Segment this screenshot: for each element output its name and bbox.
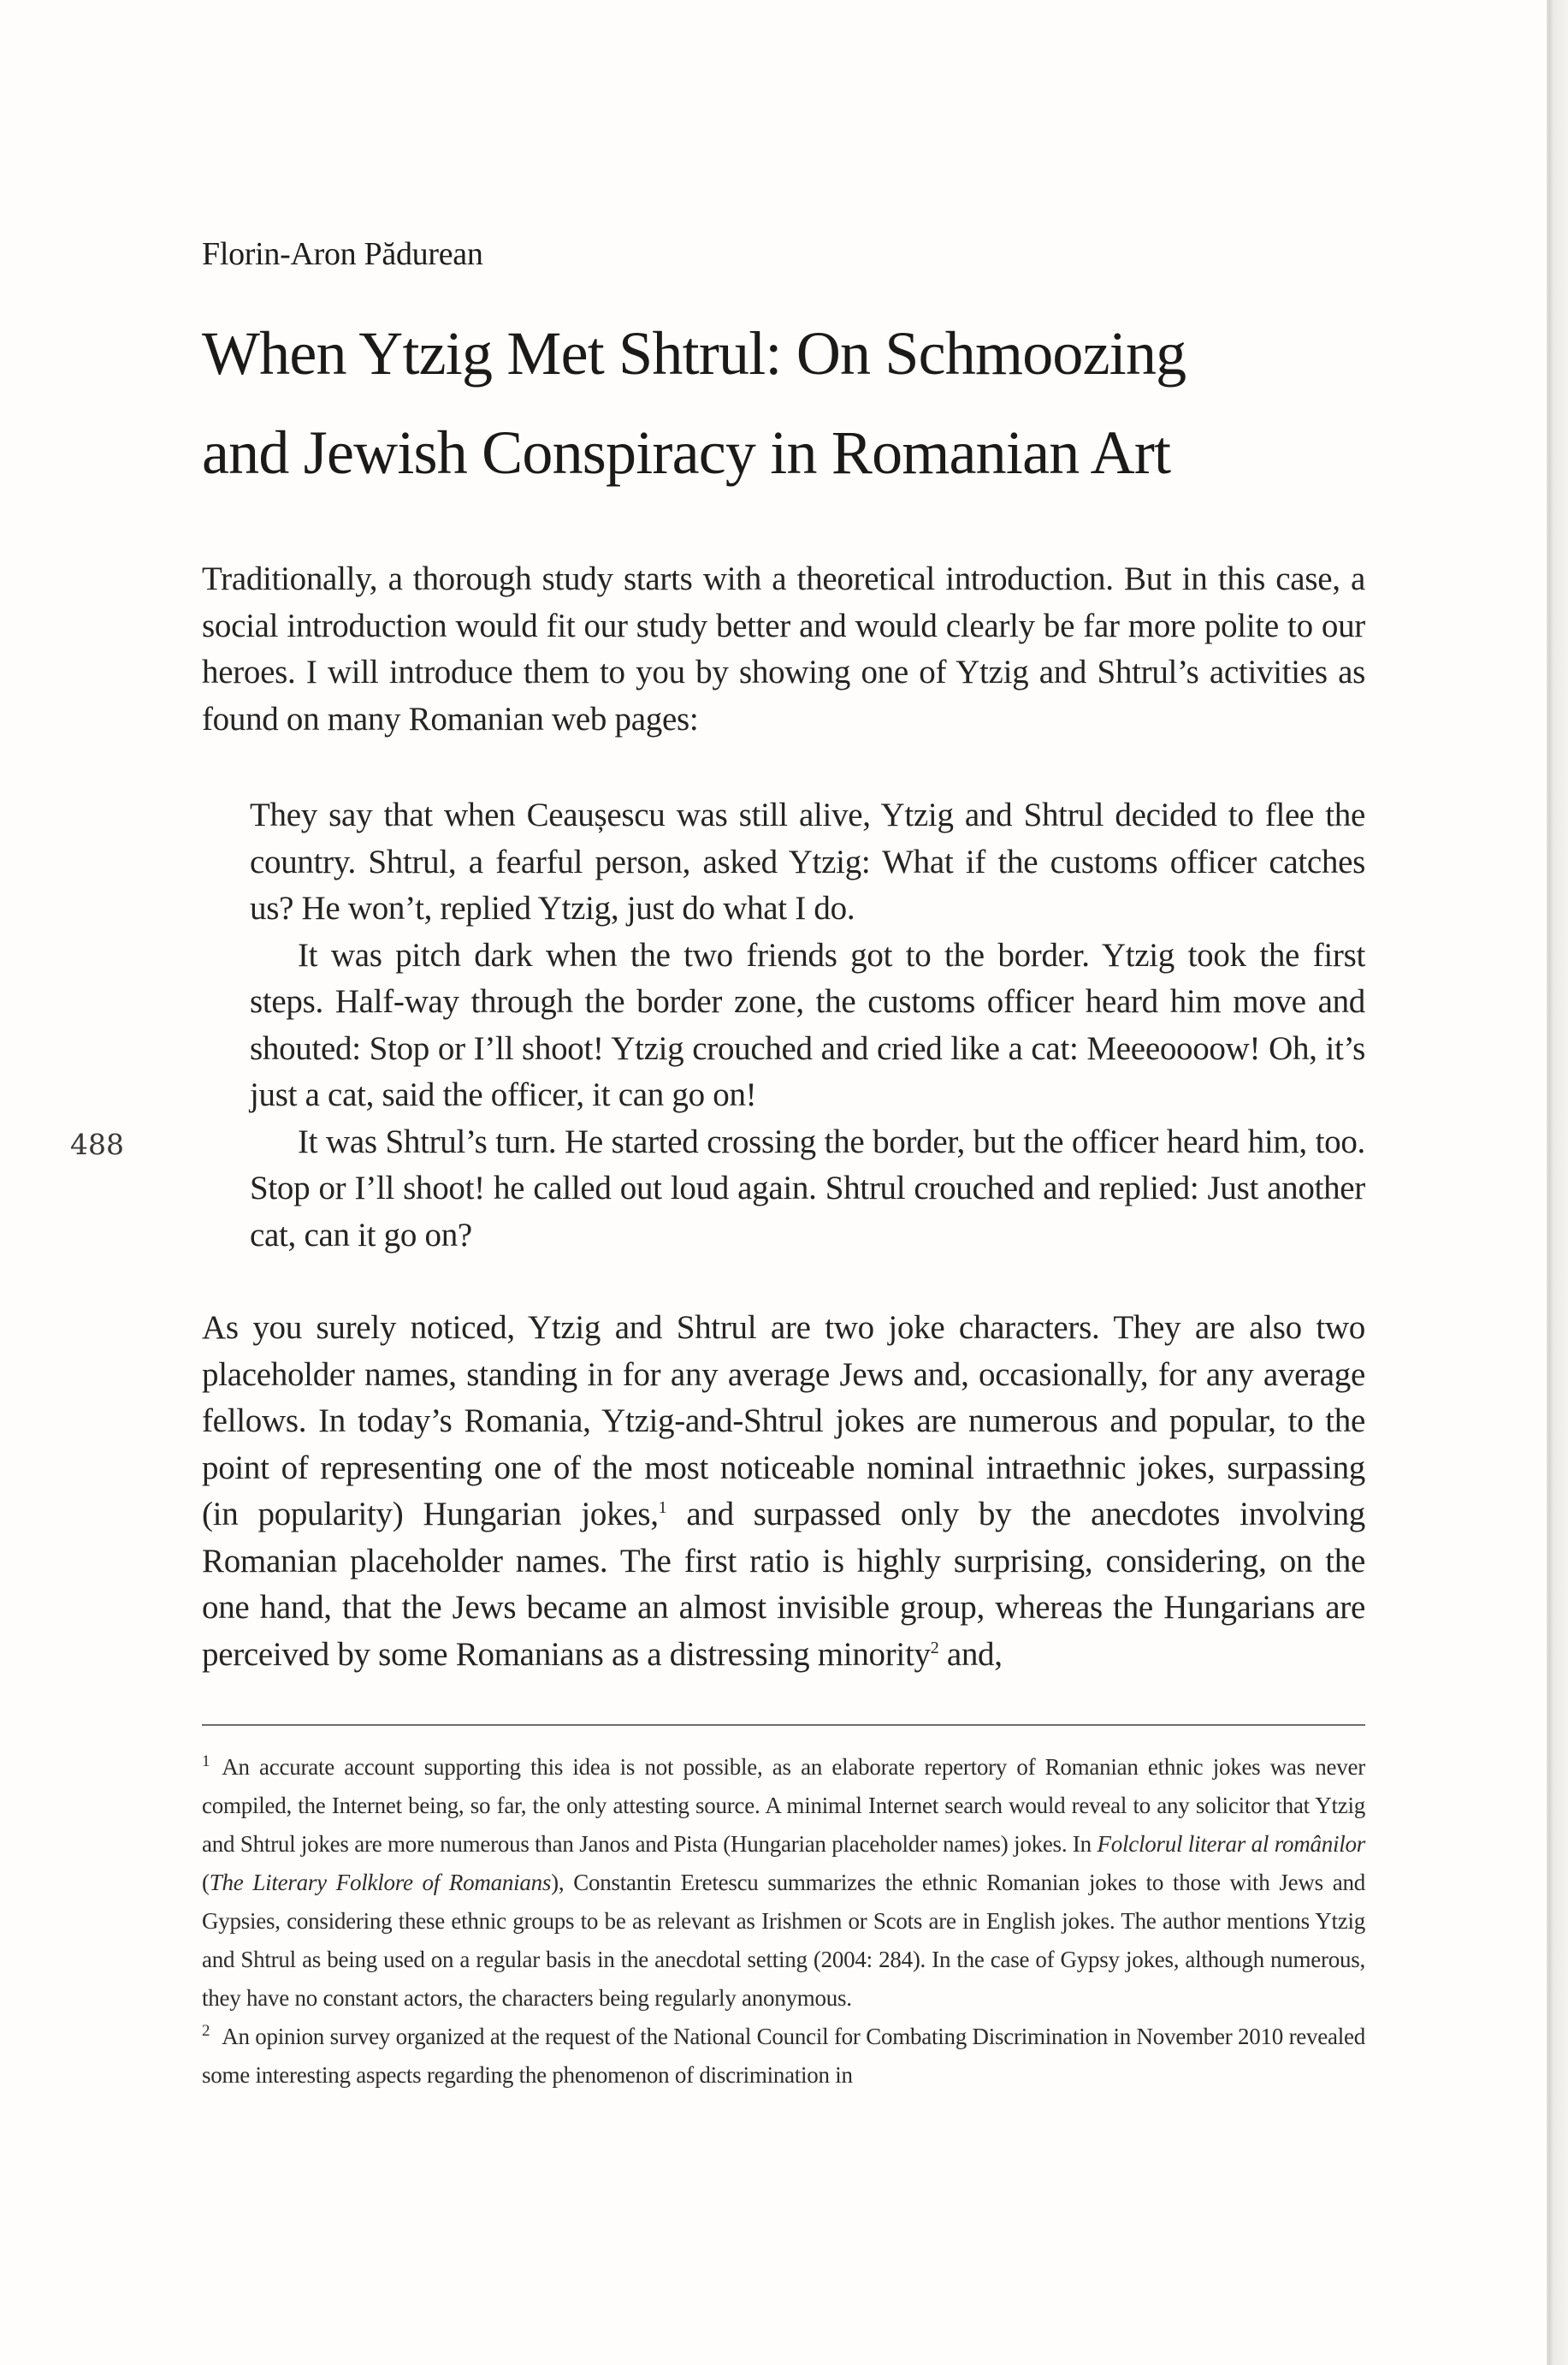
footnote-2-number: 2: [202, 2022, 210, 2040]
block-quote: [250, 792, 1365, 1259]
footnote-1: [202, 1748, 1365, 2018]
title-line-2: and Jewish Conspiracy in Romanian Art: [202, 418, 1171, 487]
page-edge-shadow: [1547, 0, 1568, 2365]
footnote-2-text: An opinion survey organized at the request of the National Council for Combating Discrimination in November 2010 revealed some interesting aspects regarding the phenomenon of discrimination in: [202, 2024, 1365, 2088]
page-number: 488: [70, 1128, 124, 1161]
footnote-1-text-end: ), Constantin Eretescu summarizes the ethnic Romanian jokes to those with Jews and Gypsies, considering these ethnic groups to be as relevant as Irishmen or Scots are in English jokes. The author mentions Ytzig and Shtrul as being used on a regular basis in the anecdotal setting (2004: 284). In the case of Gypsy jokes, although numerous, they have no constant actors, the characters being regularly anonymous.: [202, 1870, 1365, 2011]
block-quote-paragraph-3: It was Shtrul’s turn. He started crossing the border, but the officer heard him, too. Stop or I’ll shoot! he called out loud again. Shtrul crouched and replied: Just another cat, can it go on?: [250, 1123, 1365, 1254]
footnote-2: [202, 2018, 1365, 2095]
footnotes-section: [202, 1748, 1365, 2095]
discussion-text-part-3: and,: [938, 1635, 1003, 1673]
discussion-text-part-1: As you surely noticed, Ytzig and Shtrul are two joke characters. They are also two placeholder names, standing in for any average Jews and, occasionally, for any average fellows. In today’s Romania, Ytzig-and-Shtrul jokes are numerous and popular, to the point of representing one of the most noticeable nominal intraethnic jokes, surpassing (in popularity) Hungarian jokes,: [202, 1309, 1365, 1532]
footnote-1-number: 1: [202, 1752, 210, 1770]
footnote-1-book-translation: The Literary Folklore of Romanians: [209, 1870, 552, 1895]
footnote-1-paren-open: (: [202, 1870, 210, 1895]
intro-paragraph-text: Traditionally, a thorough study starts with a theoretical introduction. But in this case, a social introduction would fit our study better and would clearly be far more polite to our heroes. I will introduce them to you by showing one of Ytzig and Shtrul’s activities as found on many Romanian web pages:: [202, 560, 1365, 738]
discussion-text-part-2: and surpassed only by the anecdotes involving Romanian placeholder names. The first ratio is highly surprising, considering, on the one hand, that the Jews became an almost invisible group, whereas the Hungarians are perceived by some Romanians as a distressing minority: [202, 1496, 1365, 1673]
block-quote-paragraph-2: It was pitch dark when the two friends got to the border. Ytzig took the first steps. Half-way through the border zone, the customs officer heard him move and shouted: Stop or I’ll shoot! Ytzig crouched and cried like a cat: Meeeoooow! Oh, it’s just a cat, said the officer, it can go on!: [250, 936, 1365, 1113]
author-name: Florin-Aron Pădurean: [202, 236, 483, 272]
title-line-1: When Ytzig Met Shtrul: On Schmoozing: [202, 319, 1186, 388]
article-title: [202, 304, 1314, 502]
discussion-paragraph-text: [202, 1305, 1365, 1678]
footnote-reference-1[interactable]: 1: [658, 1498, 667, 1517]
footnote-1-text-start: An accurate account supporting this idea is not possible, as an elaborate repertory of Romanian ethnic jokes was never compiled, the Internet being, so far, the only attesting source. A minimal Internet search would reveal to any solicitor that Ytzig and Shtrul jokes are more numerous than Janos and Pista (Hungarian placeholder names) jokes. In: [202, 1754, 1365, 1857]
block-quote-paragraph-1: They say that when Ceaușescu was still alive, Ytzig and Shtrul decided to flee the country. Shtrul, a fearful person, asked Ytzig: What if the customs officer catches us? He won’t, replied Ytzig, just do what I do.: [250, 797, 1365, 927]
footnote-1-book-title: Folclorul literar al românilor: [1097, 1831, 1365, 1857]
intro-paragraph: [202, 556, 1365, 743]
footnote-reference-2[interactable]: 2: [930, 1638, 939, 1657]
footnote-divider: [202, 1724, 1365, 1726]
discussion-paragraph: [202, 1305, 1365, 1678]
